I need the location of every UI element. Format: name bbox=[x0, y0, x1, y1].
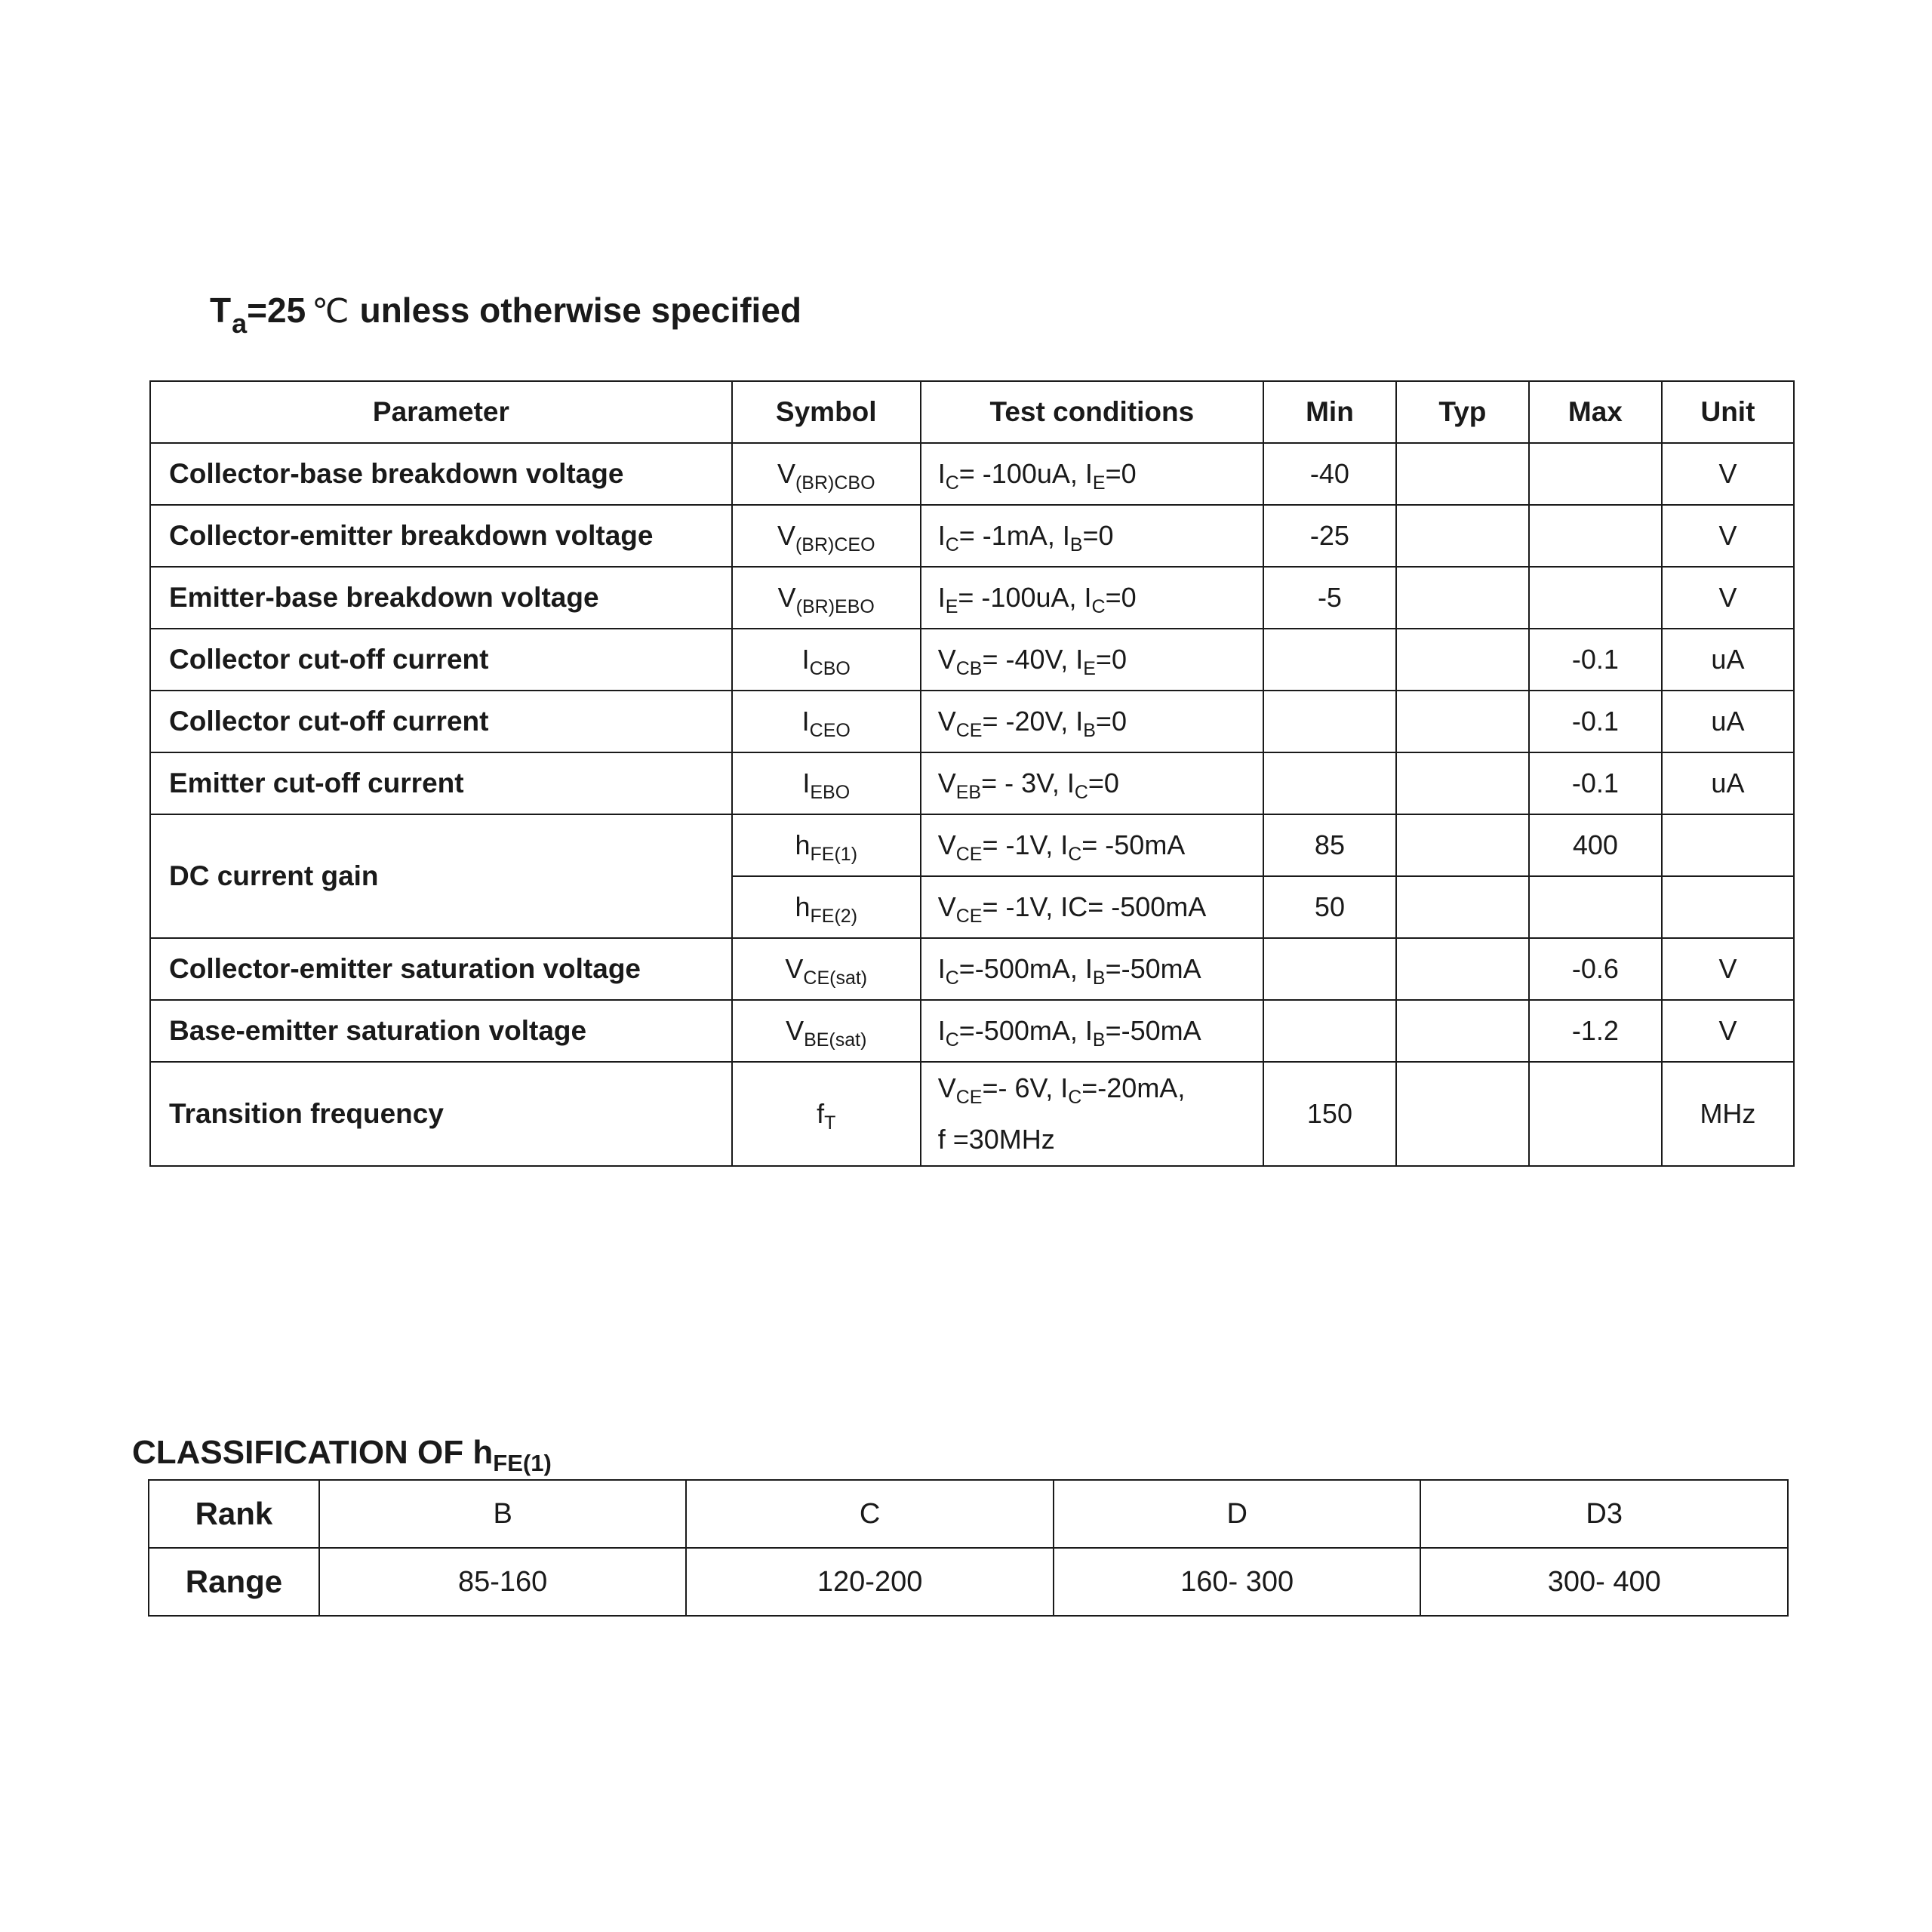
electrical-characteristics-table bbox=[149, 380, 1795, 1167]
conditions-heading: $T_a=25$ ℃ unless otherwise specified bbox=[210, 291, 802, 339]
condition-subscript: CE bbox=[955, 906, 983, 927]
header-min: Min bbox=[1263, 381, 1396, 443]
test-condition-cell bbox=[921, 443, 1263, 505]
max-cell bbox=[1529, 567, 1662, 629]
typ-cell bbox=[1396, 567, 1529, 629]
unit-cell: V bbox=[1662, 1000, 1794, 1062]
min-cell: 150 bbox=[1263, 1062, 1396, 1166]
symbol-main: f bbox=[817, 1098, 825, 1129]
condition-text: = -50mA bbox=[1081, 829, 1186, 860]
max-cell bbox=[1529, 876, 1662, 938]
condition-subscript: B bbox=[1069, 534, 1083, 555]
condition-text: V bbox=[937, 891, 956, 922]
typ-cell bbox=[1396, 938, 1529, 1000]
condition-text: =0 bbox=[1088, 768, 1119, 798]
unit-cell: uA bbox=[1662, 629, 1794, 691]
parameter-cell: Transition frequency bbox=[150, 1062, 732, 1166]
condition-subscript: C bbox=[1091, 596, 1106, 617]
condition-text: =- 6V, I bbox=[982, 1072, 1069, 1103]
symbol-cell bbox=[732, 567, 921, 629]
typ-cell bbox=[1396, 443, 1529, 505]
test-condition-cell bbox=[921, 814, 1263, 876]
parameter-cell: Emitter cut-off current bbox=[150, 752, 732, 814]
symbol-subscript: FE(1) bbox=[810, 844, 858, 865]
typ-cell bbox=[1396, 876, 1529, 938]
symbol-cell bbox=[732, 752, 921, 814]
parameter-cell: Collector-base breakdown voltage bbox=[150, 443, 732, 505]
table-row bbox=[150, 505, 1794, 567]
condition-text: = -100uA, I bbox=[958, 458, 1093, 489]
table-row bbox=[150, 814, 1794, 876]
min-cell bbox=[1263, 938, 1396, 1000]
symbol-cell bbox=[732, 1062, 921, 1166]
header-test-conditions: Test conditions bbox=[921, 381, 1263, 443]
typ-cell bbox=[1396, 814, 1529, 876]
max-cell: -0.1 bbox=[1529, 629, 1662, 691]
condition-text: V bbox=[937, 1072, 956, 1103]
symbol-cell bbox=[732, 629, 921, 691]
condition-text: = -1mA, I bbox=[958, 520, 1070, 551]
unit-cell: uA bbox=[1662, 752, 1794, 814]
condition-line: f =30MHz bbox=[937, 1124, 1055, 1155]
hfe-classification-table bbox=[148, 1479, 1789, 1617]
range-cell: 120-200 bbox=[686, 1548, 1054, 1616]
header-typ: Typ bbox=[1396, 381, 1529, 443]
condition-subscript: CE bbox=[955, 844, 983, 865]
symbol-cell bbox=[732, 814, 921, 876]
condition-text: = -40V, I bbox=[982, 644, 1084, 675]
rank-cell: C bbox=[686, 1480, 1054, 1548]
symbol-main: I bbox=[801, 644, 810, 675]
condition-subscript: CE bbox=[955, 720, 983, 741]
typ-cell bbox=[1396, 1000, 1529, 1062]
condition-text: V bbox=[937, 768, 956, 798]
max-cell bbox=[1529, 505, 1662, 567]
unit-cell: MHz bbox=[1662, 1062, 1794, 1166]
condition-subscript: C bbox=[945, 534, 959, 555]
range-cell: 85-160 bbox=[319, 1548, 687, 1616]
symbol-cell bbox=[732, 876, 921, 938]
symbol-cell bbox=[732, 691, 921, 752]
symbol-main: V bbox=[777, 520, 795, 551]
condition-text: =0 bbox=[1095, 644, 1127, 675]
symbol-subscript: T bbox=[824, 1112, 836, 1134]
condition-text: =0 bbox=[1105, 582, 1137, 613]
max-cell: -1.2 bbox=[1529, 1000, 1662, 1062]
condition-subscript: CE bbox=[955, 1087, 983, 1108]
range-cell: 160- 300 bbox=[1054, 1548, 1421, 1616]
min-cell: -25 bbox=[1263, 505, 1396, 567]
condition-text: I bbox=[937, 520, 946, 551]
condition-subscript: E bbox=[1083, 658, 1096, 679]
header-unit: Unit bbox=[1662, 381, 1794, 443]
parameter-cell: Collector cut-off current bbox=[150, 691, 732, 752]
min-cell: -5 bbox=[1263, 567, 1396, 629]
unit-cell bbox=[1662, 876, 1794, 938]
symbol-subscript: CE(sat) bbox=[803, 968, 868, 989]
max-cell bbox=[1529, 443, 1662, 505]
condition-text: =-50mA bbox=[1105, 953, 1201, 984]
degree-celsius: ℃ bbox=[312, 293, 349, 330]
symbol-subscript: (BR)CBO bbox=[795, 472, 875, 494]
condition-text: I bbox=[937, 1015, 946, 1046]
test-condition-cell bbox=[921, 1000, 1263, 1062]
min-cell bbox=[1263, 752, 1396, 814]
symbol-main: h bbox=[795, 829, 811, 860]
test-condition-cell bbox=[921, 629, 1263, 691]
header-symbol: Symbol bbox=[732, 381, 921, 443]
condition-text: =-20mA, bbox=[1081, 1072, 1186, 1103]
condition-subscript: B bbox=[1083, 720, 1096, 741]
unit-cell: uA bbox=[1662, 691, 1794, 752]
min-cell bbox=[1263, 1000, 1396, 1062]
condition-text: =0 bbox=[1095, 706, 1127, 737]
unit-cell: V bbox=[1662, 938, 1794, 1000]
condition-text: = -1V, IC= -500mA bbox=[982, 891, 1207, 922]
max-cell: -0.1 bbox=[1529, 752, 1662, 814]
table-row bbox=[150, 691, 1794, 752]
rank-label: Rank bbox=[149, 1480, 319, 1548]
unit-cell: V bbox=[1662, 505, 1794, 567]
symbol-main: h bbox=[795, 891, 811, 922]
condition-text: =0 bbox=[1082, 520, 1114, 551]
range-cell: 300- 400 bbox=[1420, 1548, 1788, 1616]
symbol-subscript: (BR)EBO bbox=[795, 596, 875, 617]
test-condition-cell bbox=[921, 567, 1263, 629]
test-condition-cell bbox=[921, 1062, 1263, 1166]
symbol-main: V bbox=[777, 458, 795, 489]
symbol-main: I bbox=[801, 706, 810, 737]
classification-heading: CLASSIFICATION OF $h_{FE(1)}$ bbox=[132, 1434, 552, 1476]
min-cell: 50 bbox=[1263, 876, 1396, 938]
header-max: Max bbox=[1529, 381, 1662, 443]
condition-subscript: EB bbox=[955, 782, 982, 803]
table-row bbox=[150, 752, 1794, 814]
condition-subscript: C bbox=[1074, 782, 1088, 803]
condition-text: I bbox=[937, 953, 946, 984]
condition-text: =-500mA, I bbox=[958, 1015, 1093, 1046]
symbol-subscript: CEO bbox=[809, 720, 851, 741]
condition-subscript: C bbox=[945, 1029, 959, 1051]
typ-cell bbox=[1396, 752, 1529, 814]
test-condition-cell bbox=[921, 505, 1263, 567]
parameter-cell: Collector-emitter breakdown voltage bbox=[150, 505, 732, 567]
condition-text: =0 bbox=[1105, 458, 1137, 489]
condition-subscript: C bbox=[1068, 844, 1082, 865]
rank-cell: D bbox=[1054, 1480, 1421, 1548]
typ-cell bbox=[1396, 629, 1529, 691]
condition-text: = -1V, I bbox=[982, 829, 1069, 860]
unit-cell bbox=[1662, 814, 1794, 876]
condition-subscript: C bbox=[1068, 1087, 1082, 1108]
symbol-main: V bbox=[786, 1015, 804, 1046]
condition-text: V bbox=[937, 706, 956, 737]
symbol-cell bbox=[732, 1000, 921, 1062]
condition-text: = -20V, I bbox=[982, 706, 1084, 737]
condition-text: I bbox=[937, 582, 946, 613]
symbol-main: I bbox=[802, 768, 811, 798]
condition-text: V bbox=[937, 829, 956, 860]
range-row bbox=[149, 1548, 1788, 1616]
table-row bbox=[150, 1000, 1794, 1062]
test-condition-cell bbox=[921, 876, 1263, 938]
header-parameter: Parameter bbox=[150, 381, 732, 443]
condition-text: I bbox=[937, 458, 946, 489]
condition-subscript: B bbox=[1092, 968, 1106, 989]
condition-subscript: E bbox=[1092, 472, 1106, 494]
symbol-subscript: CBO bbox=[809, 658, 851, 679]
table-row bbox=[150, 629, 1794, 691]
test-condition-cell bbox=[921, 938, 1263, 1000]
test-condition-cell bbox=[921, 691, 1263, 752]
parameter-cell: Emitter-base breakdown voltage bbox=[150, 567, 732, 629]
symbol-cell bbox=[732, 443, 921, 505]
table-row bbox=[150, 1062, 1794, 1166]
test-condition-cell bbox=[921, 752, 1263, 814]
parameter-cell: Collector cut-off current bbox=[150, 629, 732, 691]
parameter-cell: DC current gain bbox=[150, 814, 732, 938]
max-cell: -0.1 bbox=[1529, 691, 1662, 752]
condition-subscript: E bbox=[945, 596, 958, 617]
symbol-subscript: FE(2) bbox=[810, 906, 858, 927]
condition-text: = -100uA, I bbox=[958, 582, 1092, 613]
condition-subscript: B bbox=[1092, 1029, 1106, 1051]
table-row bbox=[150, 938, 1794, 1000]
min-cell: -40 bbox=[1263, 443, 1396, 505]
symbol-main: V bbox=[777, 582, 796, 613]
symbol-subscript: (BR)CEO bbox=[795, 534, 875, 555]
parameter-cell: Base-emitter saturation voltage bbox=[150, 1000, 732, 1062]
min-cell: 85 bbox=[1263, 814, 1396, 876]
symbol-main: V bbox=[785, 953, 804, 984]
symbol-subscript: BE(sat) bbox=[804, 1029, 867, 1051]
max-cell: 400 bbox=[1529, 814, 1662, 876]
rank-cell: D3 bbox=[1420, 1480, 1788, 1548]
condition-text: =-500mA, I bbox=[958, 953, 1093, 984]
typ-cell bbox=[1396, 691, 1529, 752]
min-cell bbox=[1263, 629, 1396, 691]
table-row bbox=[150, 567, 1794, 629]
table-header-row bbox=[150, 381, 1794, 443]
table-row bbox=[150, 443, 1794, 505]
max-cell bbox=[1529, 1062, 1662, 1166]
rank-cell: B bbox=[319, 1480, 687, 1548]
parameter-cell: Collector-emitter saturation voltage bbox=[150, 938, 732, 1000]
condition-text: V bbox=[937, 644, 956, 675]
condition-line bbox=[938, 1063, 1263, 1114]
condition-subscript: CB bbox=[955, 658, 983, 679]
symbol-cell bbox=[732, 505, 921, 567]
min-cell bbox=[1263, 691, 1396, 752]
condition-subscript: C bbox=[945, 472, 959, 494]
symbol-subscript: EBO bbox=[810, 782, 851, 803]
range-label: Range bbox=[149, 1548, 319, 1616]
typ-cell bbox=[1396, 505, 1529, 567]
condition-text: =-50mA bbox=[1105, 1015, 1201, 1046]
rank-row bbox=[149, 1480, 1788, 1548]
symbol-cell bbox=[732, 938, 921, 1000]
typ-cell bbox=[1396, 1062, 1529, 1166]
condition-text: = - 3V, I bbox=[981, 768, 1075, 798]
unit-cell: V bbox=[1662, 443, 1794, 505]
condition-subscript: C bbox=[945, 968, 959, 989]
unit-cell: V bbox=[1662, 567, 1794, 629]
max-cell: -0.6 bbox=[1529, 938, 1662, 1000]
